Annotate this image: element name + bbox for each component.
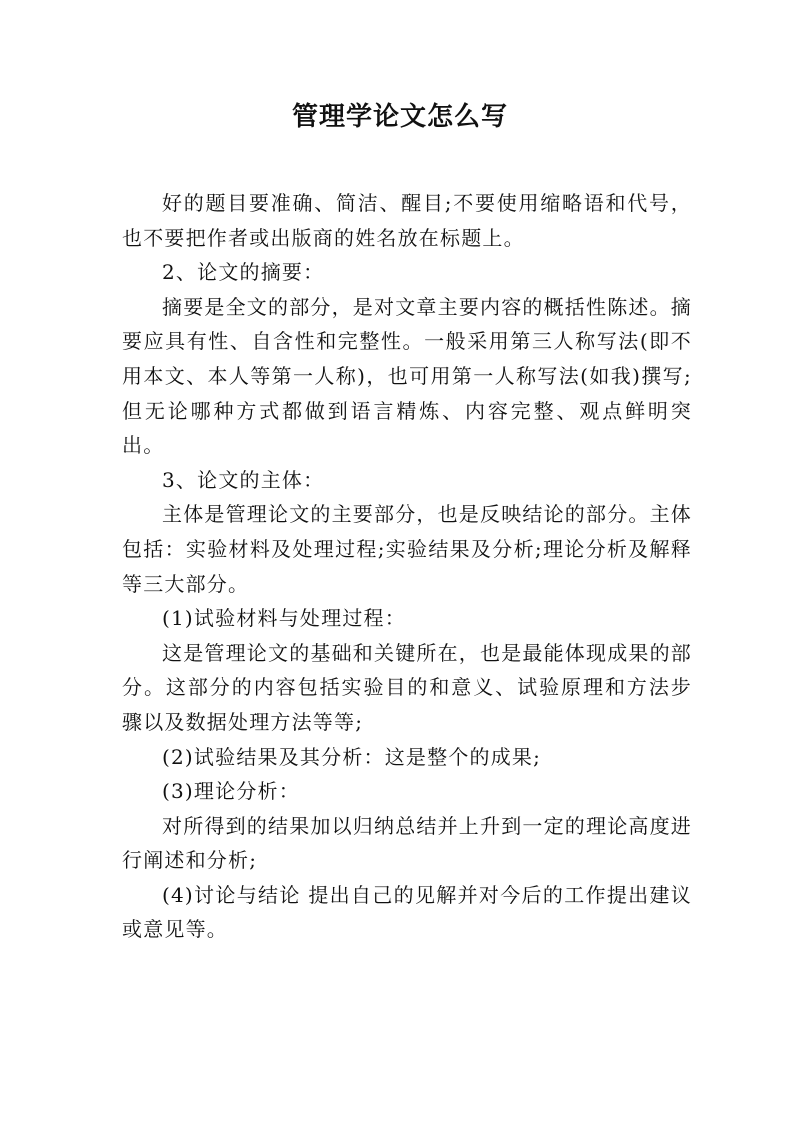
paragraph-abstract: 摘要是全文的部分，是对文章主要内容的概括性陈述。摘要应具有性、自含性和完整性。一般采用第三人称写法(即不用本文、本人等第一人称)，也可用第一人称写法(如我)撰写;但无论哪种方式都做到语言精炼、内容完整、观点鲜明突出。: [122, 294, 692, 458]
document-title: 管理学论文怎么写: [291, 102, 508, 132]
document-body: [122, 186, 692, 947]
section-heading-abstract: 2、论文的摘要：: [162, 260, 325, 285]
subheading-discussion: (4)讨论与结论 提出自己的见解并对今后的工作提出建议或意见等。: [122, 882, 692, 942]
paragraph-materials: 这是管理论文的基础和关键所在，也是最能体现成果的部分。这部分的内容包括实验目的和意义、试验原理和方法步骤以及数据处理方法等等;: [122, 640, 692, 734]
paragraph-theory: 对所得到的结果加以归纳总结并上升到一定的理论高度进行阐述和分析;: [122, 813, 692, 873]
section-heading-main-body: 3、论文的主体：: [162, 467, 325, 492]
subheading-theory: (3)理论分析：: [162, 779, 300, 804]
subheading-materials: (1)试验材料与处理过程：: [162, 606, 406, 631]
subheading-results: (2)试验结果及其分析：这是整个的成果;: [162, 744, 542, 769]
paragraph-title-guidance: 好的题目要准确、简洁、醒目;不要使用缩略语和代号，也不要把作者或出版商的姓名放在标题上。: [122, 191, 692, 250]
paragraph-main-body: 主体是管理论文的主要部分，也是反映结论的部分。主体包括：实验材料及处理过程;实验结果及分析;理论分析及解释等三大部分。: [122, 502, 692, 596]
